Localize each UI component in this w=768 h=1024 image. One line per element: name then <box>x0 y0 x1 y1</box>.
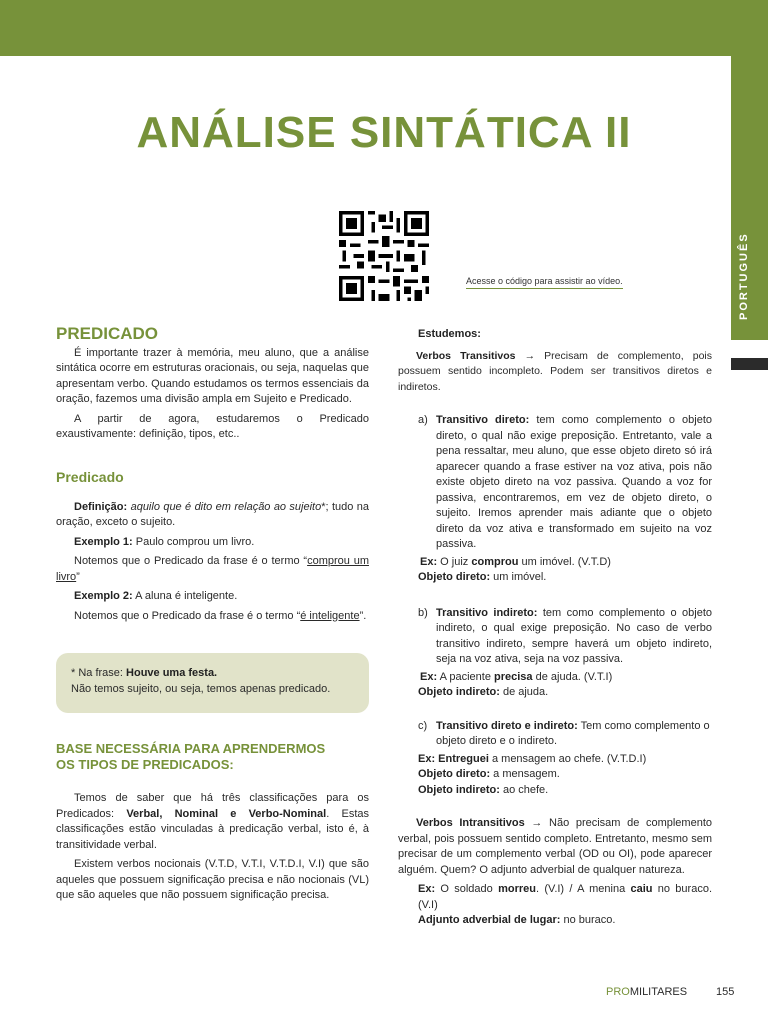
c-text: Tem como complemento o objeto direto e o indireto. <box>436 719 710 747</box>
arrow-icon: → <box>524 349 536 362</box>
a-title: Transitivo direto: <box>436 414 530 426</box>
b-objeto-indireto <box>398 685 712 701</box>
list-marker-c: c) <box>418 719 428 732</box>
c-objeto-direto <box>398 767 712 783</box>
right-column <box>398 327 712 933</box>
c-od: a mensagem. <box>490 768 560 780</box>
paragraph-intro: É importante trazer à memória, meu aluno, que a análise sintática ocorre em estruturas oracionais, ou seja, naquelas que apresentam verbo. Quando estudamos os termos essenciais da oração, fazemos uma divisão ampla em Sujeito e Predicado. <box>56 346 369 405</box>
b-example <box>398 670 712 686</box>
top-banner <box>0 0 768 56</box>
vi-ex-3: no buraco. (V.I) <box>418 883 712 911</box>
a-text: tem como complemento o objeto direto, o qual não exige preposição. Entretanto, vale a pena ressaltar, meu aluno, que esse objeto direto só irá aparecer quando a frase estiver na voz ativa, pois não existe objeto direto na voz passiva. Quando a voz for passiva, encontraremos, em vez de objeto direto, o sujeito. Iremos aprender mais adiante que o objeto direto da voz ativa e transformado em sujeito na voz passiva. <box>436 414 712 550</box>
example-2 <box>56 589 369 605</box>
list-marker-b: b) <box>418 606 428 619</box>
vi-ex-2: . (V.I) / A menina <box>535 883 631 895</box>
vt-label: Verbos Transitivos <box>416 349 516 362</box>
a-ex-label: Ex: <box>420 555 438 568</box>
note-1-b: ” <box>76 570 80 583</box>
note-2-b: ”. <box>359 609 367 622</box>
b-oi-label: Objeto indireto: <box>418 686 500 698</box>
list-item-b <box>398 606 712 668</box>
c-ex-bold: Entreguei <box>435 752 489 765</box>
qr-code[interactable] <box>339 211 429 301</box>
example-1-label: Exemplo 1: <box>74 535 133 548</box>
c-oi: ao chefe. <box>499 783 549 796</box>
vi-ex-1: O soldado <box>435 883 499 895</box>
vi-adj-label: Adjunto adverbial de lugar: <box>418 914 561 926</box>
a-od: um imóvel. <box>490 571 547 583</box>
note-box-line-2: Não temos sujeito, ou seja, temos apenas predicado. <box>71 683 331 695</box>
note-1-underlined: comprou um livro <box>56 555 369 583</box>
page-title: ANÁLISE SINTÁTICA II <box>136 108 632 157</box>
subheading-predicado: Predicado <box>56 469 124 485</box>
definition-italic: aquilo que é dito em relação ao sujeito <box>130 500 322 513</box>
note-box-text <box>71 665 361 697</box>
page-number: 155 <box>716 986 735 998</box>
list-item-a <box>398 413 712 553</box>
paragraph-classificacoes <box>56 791 369 853</box>
vi-adjunto <box>398 913 712 929</box>
vi-example <box>398 882 712 913</box>
paragraph-verbos-nocionais: Existem verbos nocionais (V.T.D, V.T.I, V.T.D.I, V.I) que são aqueles que possuem significação precisa e não nocionais (VL) que são aqueles que não possuem significação precisa. <box>56 858 369 901</box>
p3-a: Temos de saber que há três classificações para os Predicados: <box>56 792 369 820</box>
list-marker-a: a) <box>418 414 428 426</box>
vi-ex-label: Ex: <box>418 883 436 895</box>
b-ex-1: A paciente <box>437 670 495 683</box>
b-ex-label: Ex: <box>420 670 438 683</box>
note-1-a: Notemos que o Predicado da frase é o termo “ <box>74 555 308 567</box>
c-title: Transitivo direto e indireto: <box>436 719 578 732</box>
list-item-c <box>398 719 712 750</box>
b-ex-2: de ajuda. (V.T.I) <box>532 670 613 683</box>
left-column <box>56 326 369 447</box>
a-objeto-direto <box>398 570 712 586</box>
a-ex-bold: comprou <box>471 555 519 568</box>
footer-brand <box>606 986 687 998</box>
c-objeto-indireto <box>398 783 712 799</box>
a-example <box>398 555 712 571</box>
example-1-text: Paulo comprou um livro. <box>132 535 255 548</box>
arrow-icon: → <box>531 817 543 829</box>
base-heading-line-1: BASE NECESSÁRIA PARA APRENDERMOS <box>56 741 326 756</box>
left-column-base <box>56 741 369 908</box>
side-section-label: PORTUGUÊS <box>738 232 750 320</box>
base-heading-line-2: OS TIPOS DE PREDICADOS: <box>56 757 234 772</box>
definition-rest: *; tudo na oração, exceto o sujeito. <box>56 500 369 528</box>
verbos-intransitivos <box>398 816 712 878</box>
a-ex-2: um imóvel. (V.T.D) <box>518 555 611 568</box>
c-ex-label: Ex: <box>418 752 436 765</box>
b-title: Transitivo indireto: <box>436 606 538 619</box>
estudemos-label: Estudemos: <box>418 328 481 340</box>
vi-text: Não precisam de complemento verbal, pois possuem sentido completo. Entretanto, mesmo sem precisar de um complemento verbal (OD ou OI), pode aparecer alguém. Quem? O adjunto adverbial de qualquer natureza. <box>398 817 712 876</box>
c-od-label: Objeto direto: <box>418 768 491 780</box>
example-2-text: A aluna é inteligente. <box>132 590 238 602</box>
note-box-prefix: * Na frase: <box>71 667 127 679</box>
p3-c: . Estas classificações estão vinculadas à predicação verbal, isto é, à transitividade verbal. <box>56 807 369 851</box>
note-2-underlined: é inteligente <box>300 609 360 622</box>
example-1 <box>56 535 369 551</box>
a-ex-1: O juiz <box>437 555 472 568</box>
c-example <box>398 752 712 768</box>
vi-ex-bold-2: caiu <box>630 883 653 895</box>
b-ex-bold: precisa <box>494 670 533 683</box>
vi-adj: no buraco. <box>560 914 616 926</box>
vi-label: Verbos Intransitivos <box>416 817 525 829</box>
side-marker <box>731 358 768 370</box>
c-ex-2: a mensagem ao chefe. (V.T.D.I) <box>488 752 647 765</box>
note-1 <box>56 554 369 585</box>
a-od-label: Objeto direto: <box>418 571 491 583</box>
definition <box>56 500 369 531</box>
note-2-a: Notemos que o Predicado da frase é o termo “ <box>74 609 301 622</box>
vi-ex-bold-1: morreu <box>498 883 536 895</box>
note-box-bold: Houve uma festa. <box>126 667 218 679</box>
brand-rest: MILITARES <box>629 986 688 998</box>
left-column-predicado <box>56 470 369 628</box>
vt-text: Precisam de complemento, pois possuem sentido incompleto. Podem ser transitivos diretos e indiretos. <box>398 349 713 393</box>
verbos-transitivos <box>398 349 712 396</box>
b-oi: de ajuda. <box>499 686 549 698</box>
section-heading-predicado: PREDICADO <box>56 324 159 343</box>
p3-bold: Verbal, Nominal e Verbo-Nominal <box>126 807 327 820</box>
qr-caption: Acesse o código para assistir ao vídeo. <box>466 276 623 289</box>
b-text: tem como complemento o objeto indireto, o qual exige preposição. No caso de verbo transitivo indireto, sempre haverá um objeto indireto, seja na voz ativa, seja na voz passiva. <box>436 606 712 665</box>
c-oi-label: Objeto indireto: <box>418 783 500 796</box>
brand-pro: PRO <box>606 986 630 998</box>
definition-label: Definição: <box>74 500 128 513</box>
example-2-label: Exemplo 2: <box>74 590 133 602</box>
paragraph-intro-2: A partir de agora, estudaremos o Predicado exaustivamente: definição, tipos, etc.. <box>56 412 369 440</box>
note-2 <box>56 609 369 625</box>
